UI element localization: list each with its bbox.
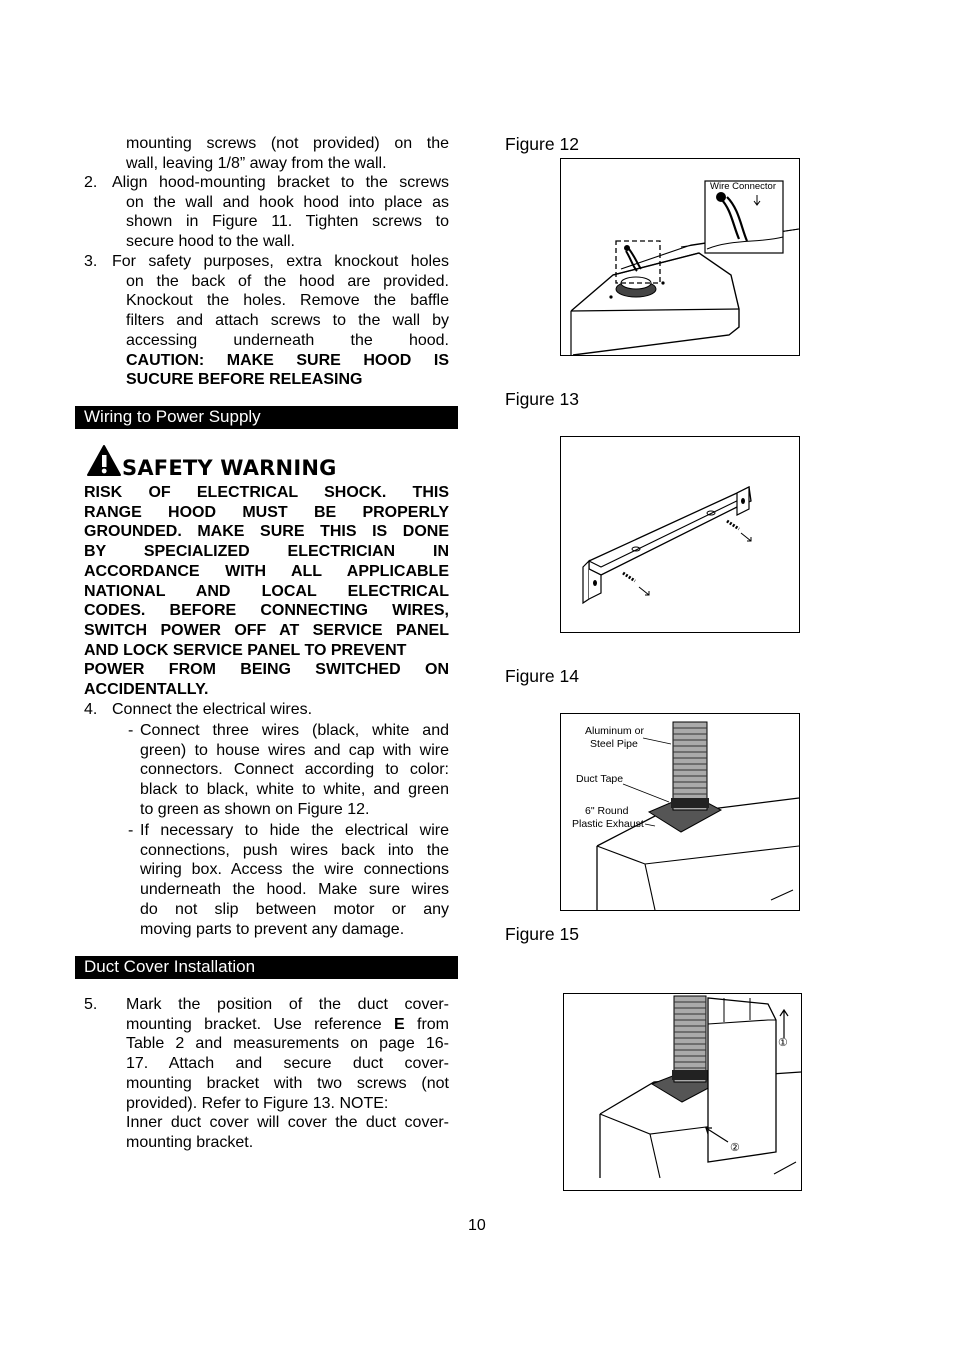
intro-continuation: [126, 134, 449, 173]
text-line: secure hood to the wall.: [126, 233, 295, 251]
duct-tape-callout: Duct Tape: [576, 773, 624, 785]
step-4-bullet-2: [140, 821, 449, 939]
text-line: mounting bracket.: [126, 1133, 254, 1151]
text-line: connections, push wires back into the: [140, 841, 449, 859]
text-line: on the wall and hook hood into place as: [126, 193, 449, 211]
text-line: on the back of the hood are provided.: [126, 272, 449, 290]
text-line: Connect three wires (black, white and: [140, 722, 449, 739]
text-line: For safety purposes, extra knockout holes: [112, 253, 449, 270]
exhaust-callout-line-1: 6" Round: [585, 805, 629, 817]
text-line: mounting screws (not provided) on the: [126, 135, 449, 152]
text-line: Align hood-mounting bracket to the screws: [112, 174, 449, 191]
text-line: connectors. Connect according to color:: [140, 761, 449, 779]
bullet-dash: -: [128, 822, 134, 839]
bullet-dash: -: [128, 722, 134, 739]
exhaust-callout-line-2: Plastic Exhaust: [572, 818, 644, 830]
text-line: ACCIDENTALLY.: [84, 681, 209, 699]
text-line: green) to house wires and cap with wire: [140, 741, 449, 759]
reference-letter: E: [394, 1015, 405, 1033]
pipe-callout-line-2: Steel Pipe: [590, 738, 638, 750]
step-3-number: 3.: [84, 253, 98, 270]
text-span: mounting bracket. Use reference: [126, 1015, 395, 1033]
text-line: to green as shown on Figure 12.: [140, 800, 370, 818]
text-line: underneath the hood. Make sure wires: [140, 881, 449, 899]
figure-14: [560, 713, 800, 911]
figure-13: [560, 436, 800, 633]
warning-text: [84, 483, 449, 700]
text-span: from: [404, 1015, 449, 1033]
safety-warning-title: SAFETY WARNING: [122, 456, 337, 480]
text-line: 17. Attach and secure duct cover-: [126, 1055, 449, 1073]
step-2-number: 2.: [84, 174, 98, 191]
step-5-number: 5.: [84, 996, 98, 1013]
figure-12: [560, 158, 800, 356]
figure-15-label: Figure 15: [505, 924, 579, 944]
caution-line: CAUTION: MAKE SURE HOOD IS: [126, 351, 449, 369]
text-line: Knockout the holes. Remove the baffle: [126, 292, 449, 310]
step-3: [112, 252, 449, 390]
text-line: NATIONAL AND LOCAL ELECTRICAL: [84, 582, 449, 600]
step-2: [112, 173, 449, 252]
text-line: Table 2 and measurements on page 16-: [126, 1035, 449, 1053]
text-line: wiring box. Access the wire connections: [140, 861, 449, 879]
text-line: RISK OF ELECTRICAL SHOCK. THIS: [84, 484, 449, 501]
text-line: SWITCH POWER OFF AT SERVICE PANEL: [84, 621, 449, 639]
text-line: do not slip between motor or any: [140, 900, 449, 918]
warning-icon: [86, 444, 122, 478]
figure-15: [563, 993, 802, 1191]
text-line: GROUNDED. MAKE SURE THIS IS DONE: [84, 523, 449, 541]
text-line: accessing underneath the hood.: [126, 331, 449, 349]
text-line: CODES. BEFORE CONNECTING WIRES,: [84, 602, 449, 620]
text-line: filters and attach screws to the wall by: [126, 312, 449, 330]
section-heading-wiring: Wiring to Power Supply: [75, 406, 458, 429]
section-heading-duct-cover: Duct Cover Installation: [75, 956, 458, 979]
step-marker-1: ①: [778, 1037, 788, 1049]
step-5: [126, 995, 449, 1153]
pipe-callout-line-1: Aluminum or: [585, 725, 644, 737]
text-line: [126, 1015, 449, 1035]
caution-line: SUCURE BEFORE RELEASING: [126, 371, 363, 389]
text-line: provided). Refer to Figure 13. NOTE:: [126, 1094, 389, 1112]
text-line: POWER FROM BEING SWITCHED ON: [84, 661, 449, 679]
step-4-bullet-1: [140, 721, 449, 820]
text-line: RANGE HOOD MUST BE PROPERLY: [84, 503, 449, 521]
step-marker-2: ②: [730, 1142, 740, 1154]
text-line: Inner duct cover will cover the duct cover-: [126, 1114, 449, 1132]
text-line: black to black, white to white, and green: [140, 781, 449, 799]
step-4-number: 4.: [84, 701, 98, 718]
text-line: shown in Figure 11. Tighten screws to: [126, 213, 449, 231]
text-line: mounting bracket with two screws (not: [126, 1074, 449, 1092]
text-line: moving parts to prevent any damage.: [140, 920, 405, 938]
text-line: ACCORDANCE WITH ALL APPLICABLE: [84, 562, 449, 580]
page-number: 10: [468, 1217, 486, 1234]
text-line: Mark the position of the duct cover-: [126, 996, 449, 1013]
figure-13-label: Figure 13: [505, 389, 579, 409]
figure-14-label: Figure 14: [505, 666, 579, 686]
text-line: AND LOCK SERVICE PANEL TO PREVENT: [84, 641, 407, 659]
figure-12-label: Figure 12: [505, 134, 579, 154]
step-4: Connect the electrical wires.: [112, 701, 313, 718]
wire-connector-callout: Wire Connector: [710, 181, 776, 192]
text-line: If necessary to hide the electrical wire: [140, 822, 449, 839]
text-line: BY SPECIALIZED ELECTRICIAN IN: [84, 543, 449, 561]
text-line: wall, leaving 1/8” away from the wall.: [126, 154, 387, 172]
